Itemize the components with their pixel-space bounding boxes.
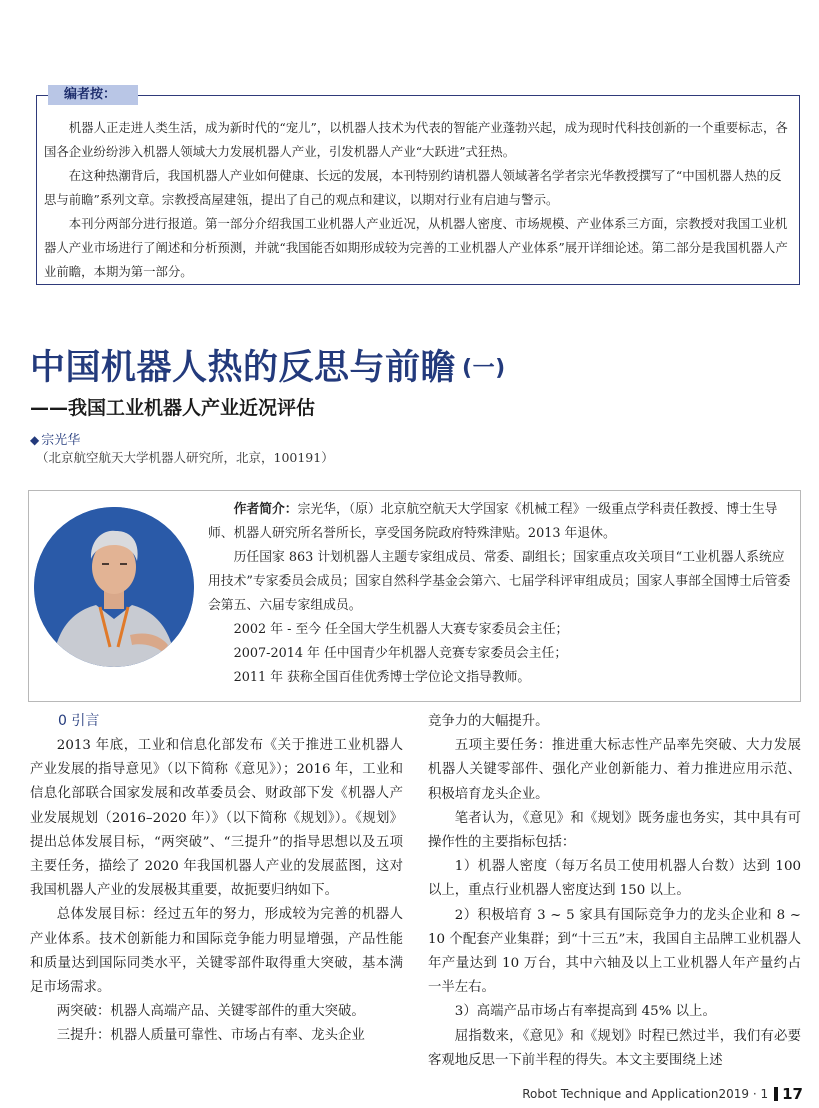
bio-paragraph: 2011 年 获称全国百佳优秀博士学位论文指导教师。 (233, 670, 531, 685)
author-bio-text (208, 498, 796, 690)
bio-paragraph: 2007-2014 年 任中国青少年机器人竞赛专家委员会主任； (233, 646, 568, 661)
diamond-icon: ◆ (30, 433, 40, 447)
section-heading: 0 引言 (58, 713, 100, 729)
body-paragraph-continued: 竞争力的大幅提升。 (428, 714, 549, 729)
body-paragraph: 五项主要任务：推进重大标志性产品率先突破、大力发展机器人关键零部件、强化产业创新能力、着力推进应用示范、积极培育龙头企业。 (428, 738, 801, 802)
body-paragraph: 笔者认为，《意见》和《规划》既务虚也务实，其中具有可操作性的主要指标包括： (428, 810, 801, 851)
bio-paragraph: 历任国家 863 计划机器人主题专家组成员、常委、副组长；国家重点攻关项目“工业机器人系统应用技术”专家委员会成员；国家自然科学基金会第六、七届学科评审组成员；国家人事部全国博士后管委会第五、六届专家组成员。 (208, 550, 791, 613)
body-column-left (30, 710, 403, 1049)
author-portrait-icon (34, 507, 194, 667)
article-title (30, 340, 790, 390)
author-affiliation: （北京航空航天大学机器人研究所，北京，100191） (36, 450, 334, 465)
body-paragraph: 2）积极培育 3 ~ 5 家具有国际竞争力的龙头企业和 8 ~ 10 个配套产业集群；到“十三五”末，我国自主品牌工业机器人年产量达到 10 万台，其中六轴及以上工业机器人年产量约占一半左右。 (428, 907, 801, 996)
body-paragraph: 两突破：机器人高端产品、关键零部件的重大突破。 (56, 1004, 365, 1020)
page-footer (522, 1084, 803, 1104)
bio-paragraph: 2002 年 - 至今 任全国大学生机器人大赛专家委员会主任； (233, 622, 569, 637)
body-paragraph: 总体发展目标：经过五年的努力，形成较为完善的机器人产业体系。技术创新能力和国际竞争能力明显增强，产品性能和质量达到国际同类水平，关键零部件取得重大突破，基本满足市场需求。 (30, 907, 403, 996)
body-paragraph: 三提升：机器人质量可靠性、市场占有率、龙头企业 (56, 1028, 365, 1044)
bio-lead-paragraph (208, 498, 796, 546)
editor-note-paragraph: 机器人正走进人类生活，成为新时代的“宠儿”，以机器人技术为代表的智能产业蓬勃兴起，成为现时代科技创新的一个重要标志，各国各企业纷纷涉入机器人领域大力发展机器人产业，引发机器人产业“大跃进”式狂热。 (44, 120, 788, 159)
body-paragraph: 1）机器人密度（每万名员工使用机器人台数）达到 100 以上，重点行业机器人密度达到 150 以上。 (428, 859, 801, 899)
bio-lead-text: 宗光华，（原）北京航空航天大学国家《机械工程》一级重点学科责任教授、博士生导师、机器人研究所名誉所长，享受国务院政府特殊津贴。2013 年退休。 (208, 502, 778, 541)
article-title-text: 中国机器人热的反思与前瞻 (30, 348, 457, 388)
editor-note-label: 编者按： (48, 85, 138, 105)
body-paragraph: 3）高端产品市场占有率提高到 45% 以上。 (454, 1004, 716, 1020)
article-subtitle: ——我国工业机器人产业近况评估 (30, 397, 316, 419)
editor-note-paragraph: 本刊分两部分进行报道。第一部分介绍我国工业机器人产业近况，从机器人密度、市场规模、产业体系三方面，宗教授对我国工业机器人产业市场进行了阐述和分析预测，并就“我国能否如期形成较为完善的工业机器人产业体系”展开详细论述。第二部分是我国机器人产业前瞻，本期为第一部分。 (44, 216, 788, 279)
bio-label: 作者简介： (233, 502, 298, 517)
article-part-number: (一) (462, 356, 506, 381)
editor-note-body (44, 116, 792, 284)
journal-name: Robot Technique and Application2019 · 1 (522, 1087, 769, 1101)
body-column-right (428, 710, 801, 1073)
body-paragraph: 2013 年底，工业和信息化部发布《关于推进工业机器人产业发展的指导意见》（以下简称《意见》）；2016 年，工业和信息化部联合国家发展和改革委员会、财政部下发《机器人产业发展规划（2016–2020 年）》（以下简称《规划》）。《规划》提出总体发展目标，“两突破”、“三提升”的指导思想以及五项主要任务，描绘了 2020 年我国机器人产业的发展蓝图，这对我国机器人产业的发展极其重要，故扼要归纳如下。 (30, 738, 403, 899)
page-number: 17 (782, 1085, 803, 1103)
author-photo (34, 507, 194, 667)
author-line (30, 429, 80, 448)
author-name: 宗光华 (41, 433, 81, 448)
footer-divider (774, 1087, 778, 1101)
body-paragraph: 屈指数来，《意见》和《规划》时程已然过半，我们有必要客观地反思一下前半程的得失。本文主要围绕上述 (428, 1028, 801, 1068)
editor-note-paragraph: 在这种热潮背后，我国机器人产业如何健康、长远的发展，本刊特别约请机器人领域著名学者宗光华教授撰写了“中国机器人热的反思与前瞻”系列文章。宗教授高屋建瓴，提出了自己的观点和建议，以期对行业有启迪与警示。 (44, 168, 782, 207)
